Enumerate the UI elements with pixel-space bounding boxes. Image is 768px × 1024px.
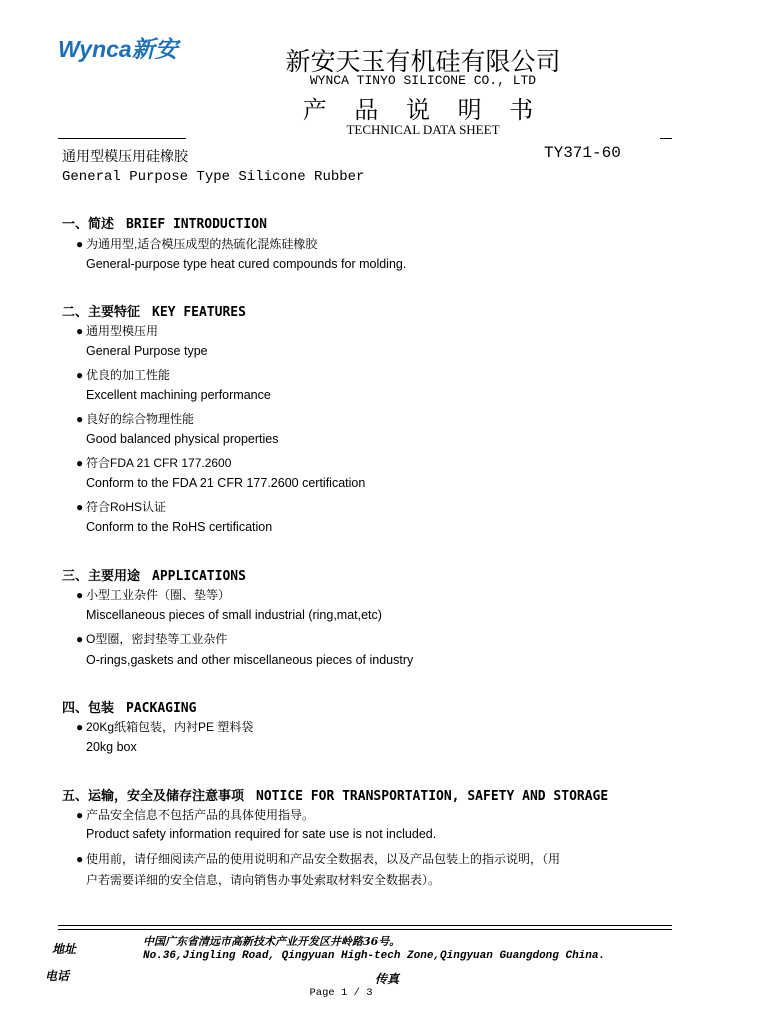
footer-rule (58, 929, 672, 930)
fax-label: 传真 (375, 972, 400, 986)
section-title-cn: 四、包装 (62, 701, 115, 716)
section-heading (62, 565, 246, 584)
address-cn: 中国广东省清远市高新技术产业开发区井岭路36号。 (143, 935, 401, 948)
bullet-item: ● 良好的综合物理性能 (76, 412, 195, 426)
bullet-item: ● 符合RoHS认证 (76, 500, 167, 514)
bullet-item: ● O型圈，密封垫等工业杂件 (76, 632, 228, 646)
section-title-en: KEY FEATURES (152, 305, 246, 320)
company-name-en: WYNCA TINYO SILICONE CO., LTD (309, 73, 537, 88)
section-heading (62, 785, 608, 804)
bullet-item-en: General Purpose type (86, 344, 208, 358)
product-code: TY371-60 (544, 144, 621, 162)
bullet-item: ● 符合FDA 21 CFR 177.2600 (76, 456, 232, 470)
bullet-item-en: Miscellaneous pieces of small industrial (ring,mat,etc) (86, 608, 382, 622)
address-en: No.36,Jingling Road, Qingyuan High-tech Zone,Qingyuan Guangdong China. (143, 950, 606, 962)
bullet-item: ● 为通用型,适合模压成型的热硫化混炼硅橡胶 (76, 237, 318, 251)
bullet-icon: ● (76, 720, 84, 734)
page-number: Page 1 / 3 (309, 987, 373, 999)
section-title-en: BRIEF INTRODUCTION (126, 217, 267, 232)
bullet-item-en: Good balanced physical properties (86, 432, 279, 446)
bullet-icon: ● (76, 412, 84, 426)
bullet-icon: ● (76, 456, 84, 470)
address-label: 地址 (52, 942, 77, 956)
section-title-en: NOTICE FOR TRANSPORTATION, SAFETY AND STORAGE (256, 789, 609, 804)
bullet-icon: ● (76, 852, 84, 866)
product-name-en: General Purpose Type Silicone Rubber (62, 169, 365, 185)
bullet-icon: ● (76, 632, 84, 646)
bullet-icon: ● (76, 324, 84, 338)
section-heading (62, 301, 246, 320)
bullet-item-en: Excellent machining performance (86, 388, 271, 402)
bullet-item-en: Conform to the RoHS certification (86, 520, 273, 534)
bullet-icon: ● (76, 500, 84, 514)
bullet-item: ● 20Kg纸箱包装，内衬PE 塑料袋 (76, 720, 254, 734)
header-rule-right (660, 138, 672, 139)
header-rule-left (58, 138, 186, 139)
bullet-item: ● 使用前，请仔细阅读产品的使用说明和产品安全数据表，以及产品包装上的指示说明，（用 (76, 852, 561, 866)
bullet-item-continuation: 户若需要详细的安全信息，请向销售办事处索取材料安全数据表）。 (86, 873, 441, 887)
product-name-cn: 通用型模压用硅橡胶 (62, 149, 188, 165)
phone-label: 电话 (45, 969, 70, 983)
section-title-cn: 一、简述 (62, 217, 115, 232)
section-heading (62, 213, 267, 232)
bullet-item-en: General-purpose type heat cured compounds for molding. (86, 257, 407, 271)
document-title-en: TECHNICAL DATA SHEET (346, 122, 500, 137)
bullet-item-en: O-rings,gaskets and other miscellaneous pieces of industry (86, 653, 414, 667)
company-logo: Wynca新安 (58, 36, 178, 62)
section-title-cn: 三、主要用途 (62, 569, 141, 584)
bullet-item-en: Product safety information required for sate use is not included. (86, 827, 437, 841)
bullet-icon: ● (76, 237, 84, 251)
bullet-item: ● 优良的加工性能 (76, 368, 171, 382)
section-heading (62, 697, 196, 716)
section-title-cn: 五、运输，安全及储存注意事项 (62, 789, 245, 804)
bullet-icon: ● (76, 808, 84, 822)
bullet-icon: ● (76, 588, 84, 602)
bullet-item: ● 产品安全信息不包括产品的具体使用指导。 (76, 808, 315, 822)
bullet-icon: ● (76, 368, 84, 382)
bullet-item: ● 通用型模压用 (76, 324, 159, 338)
bullet-item: ● 小型工业杂件（圈、垫等） (76, 588, 231, 602)
section-title-en: PACKAGING (126, 701, 197, 716)
section-title-cn: 二、主要特征 (62, 305, 141, 320)
bullet-item-en: 20kg box (86, 740, 137, 754)
footer-rule (58, 925, 672, 926)
company-name-cn: 新安天玉有机硅有限公司 (285, 47, 561, 76)
bullet-item-en: Conform to the FDA 21 CFR 177.2600 certification (86, 476, 366, 490)
section-title-en: APPLICATIONS (152, 569, 246, 584)
document-title-cn: 产 品 说 明 书 (302, 96, 544, 124)
